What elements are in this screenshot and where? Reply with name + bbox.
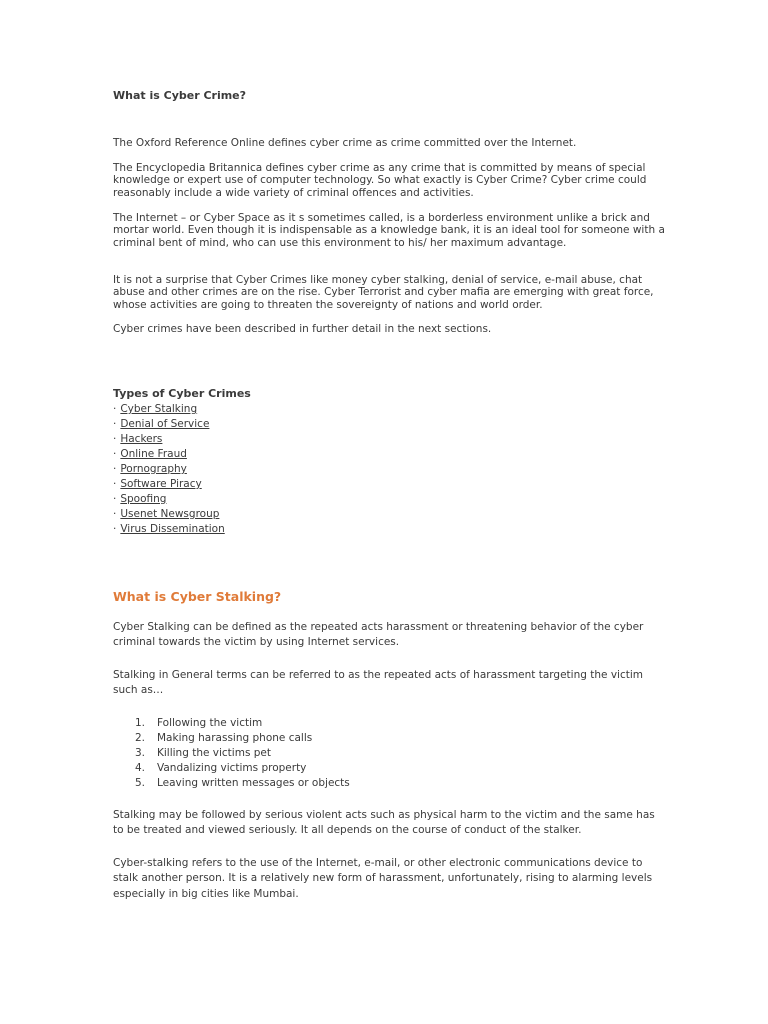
paragraph-further-detail: Cyber crimes have been described in further detail in the next sections. xyxy=(113,323,492,335)
list-number: 3. xyxy=(135,747,146,759)
list-item xyxy=(113,477,225,492)
bullet: · xyxy=(113,433,117,445)
list-item xyxy=(113,746,350,761)
link-software-piracy[interactable]: Software Piracy xyxy=(120,478,202,490)
link-cyber-stalking[interactable]: Cyber Stalking xyxy=(120,403,198,415)
list-text: Making harassing phone calls xyxy=(157,732,313,744)
link-usenet-newsgroup[interactable]: Usenet Newsgroup xyxy=(120,508,220,520)
bullet: · xyxy=(113,418,117,430)
heading-what-is-cyber-crime: What is Cyber Crime? xyxy=(113,89,247,102)
paragraph-internet: The Internet – or Cyber Space as it s sometimes called, is a borderless environment unlike a brick and mortar world. Even though it is indispensable as a knowledge bank, it is an ideal tool for someone with a criminal bent of mind, who can use this environment to his/ her maximum advantage. xyxy=(113,212,665,249)
types-list xyxy=(113,402,225,537)
list-item xyxy=(113,492,225,507)
list-text: Leaving written messages or objects xyxy=(157,777,350,789)
list-item xyxy=(113,776,350,791)
list-number: 2. xyxy=(135,732,146,744)
list-number: 4. xyxy=(135,762,146,774)
bullet: · xyxy=(113,493,117,505)
list-text: Killing the victims pet xyxy=(157,747,271,759)
bullet: · xyxy=(113,478,117,490)
list-item xyxy=(113,731,350,746)
list-item xyxy=(113,417,225,432)
link-spoofing[interactable]: Spoofing xyxy=(120,493,167,505)
list-number: 5. xyxy=(135,777,146,789)
paragraph-britannica: The Encyclopedia Britannica defines cyber crime as any crime that is committed by means of special knowledge or expert use of computer technology. So what exactly is Cyber Crime? Cyber crime could reasonably include a wide variety of criminal offences and activities. xyxy=(113,162,647,199)
bullet: · xyxy=(113,463,117,475)
paragraph-stalking-violence: Stalking may be followed by serious violent acts such as physical harm to the victim and the same has to be treated and viewed seriously. It all depends on the course of conduct of the stalker. xyxy=(113,809,655,837)
link-hackers[interactable]: Hackers xyxy=(120,433,163,445)
list-text: Following the victim xyxy=(157,717,263,729)
link-virus-dissemination[interactable]: Virus Dissemination xyxy=(120,523,225,535)
paragraph-cyber-stalking-definition: Cyber Stalking can be defined as the repeated acts harassment or threatening behavior of the cyber criminal towards the victim by using Internet services. xyxy=(113,621,644,649)
list-item xyxy=(113,761,350,776)
bullet: · xyxy=(113,448,117,460)
list-item xyxy=(113,522,225,537)
list-item xyxy=(113,432,225,447)
heading-what-is-cyber-stalking: What is Cyber Stalking? xyxy=(113,589,282,604)
link-pornography[interactable]: Pornography xyxy=(120,463,187,475)
bullet: · xyxy=(113,523,117,535)
list-item xyxy=(113,462,225,477)
paragraph-oxford: The Oxford Reference Online defines cyber crime as crime committed over the Internet. xyxy=(113,137,577,149)
link-denial-of-service[interactable]: Denial of Service xyxy=(120,418,210,430)
list-item xyxy=(113,716,350,731)
paragraph-rise: It is not a surprise that Cyber Crimes like money cyber stalking, denial of service, e-mail abuse, chat abuse and other crimes are on the rise. Cyber Terrorist and cyber mafia are emerging with great force, whose activities are going to threaten the sovereignty of nations and world order. xyxy=(113,274,654,311)
types-of-cyber-crimes-title: Types of Cyber Crimes xyxy=(113,387,251,400)
stalking-acts-list xyxy=(113,716,350,791)
paragraph-stalking-general: Stalking in General terms can be referred to as the repeated acts of harassment targeting the victim such as… xyxy=(113,669,643,697)
list-item xyxy=(113,447,225,462)
list-text: Vandalizing victims property xyxy=(157,762,307,774)
list-item xyxy=(113,507,225,522)
list-item xyxy=(113,402,225,417)
list-number: 1. xyxy=(135,717,146,729)
paragraph-cyber-stalking-refers: Cyber-stalking refers to the use of the Internet, e-mail, or other electronic communications device to stalk another person. It is a relatively new form of harassment, unfortunately, rising to alarming levels especially in big cities like Mumbai. xyxy=(113,857,653,900)
bullet: · xyxy=(113,403,117,415)
bullet: · xyxy=(113,508,117,520)
link-online-fraud[interactable]: Online Fraud xyxy=(120,448,187,460)
